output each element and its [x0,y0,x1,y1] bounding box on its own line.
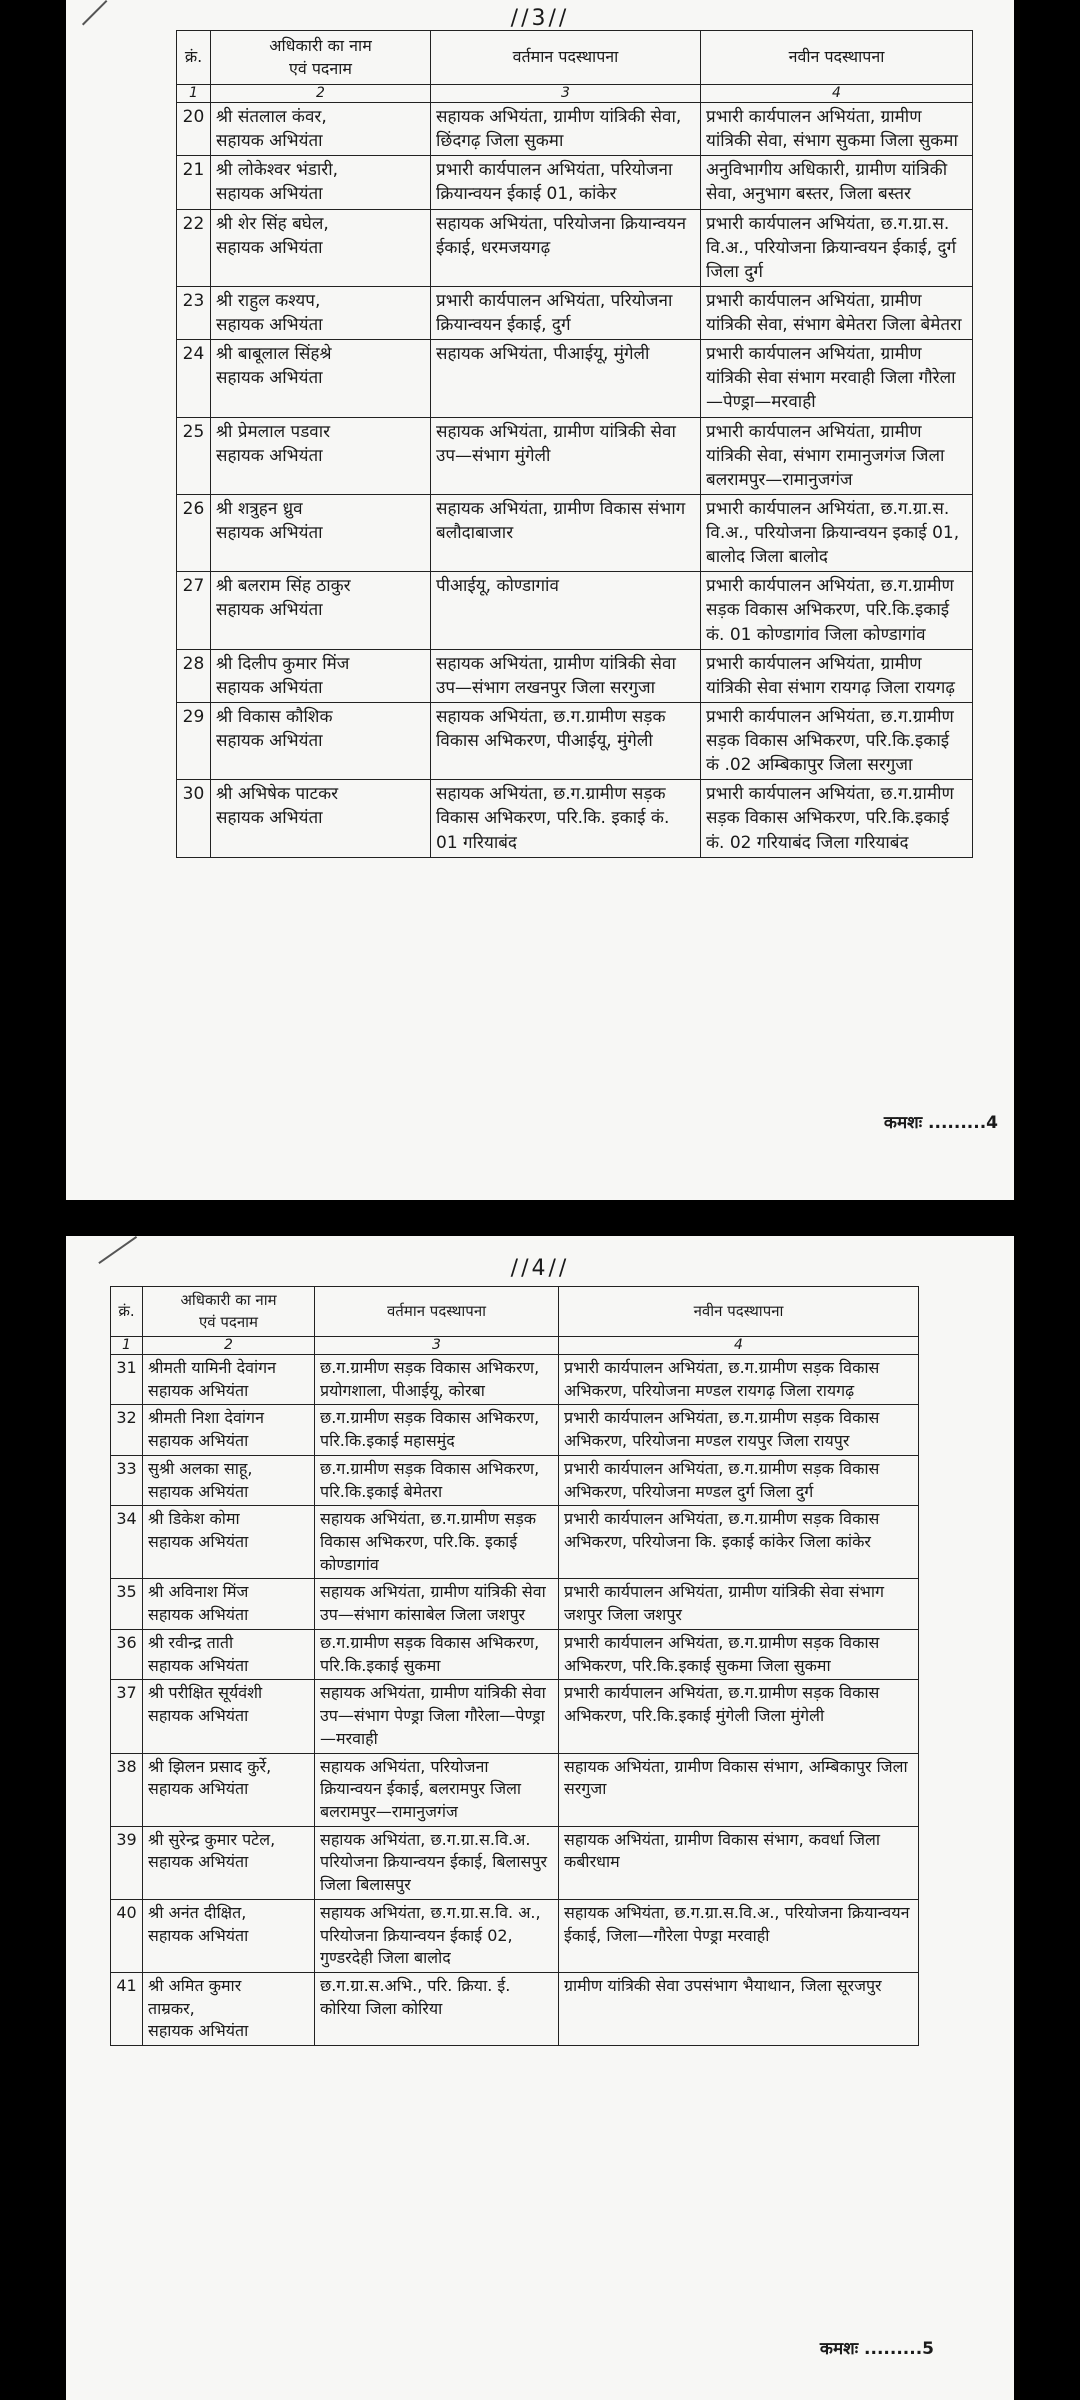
officer-name-cell: श्रीमती यामिनी देवांगन सहायक अभियंता [143,1355,315,1405]
current-posting-cell: सहायक अभियंता, ग्रामीण यांत्रिकी सेवा उप—संभाग मुंगेली [431,417,701,494]
serial-number-cell: 28 [177,649,211,702]
officer-name-cell: श्री परीक्षित सूर्यवंशी सहायक अभियंता [143,1680,315,1753]
officer-name-cell: श्री बाबूलाल सिंहश्रे सहायक अभियंता [211,340,431,417]
current-posting-cell: सहायक अभियंता, ग्रामीण यांत्रिकी सेवा उप—संभाग लखनपुर जिला सरगुजा [431,649,701,702]
table-row [111,1680,919,1753]
serial-number-cell: 36 [111,1629,143,1679]
continued-note: कमशः .........4 [883,1113,998,1133]
transfer-table [176,30,973,858]
serial-number-cell: 32 [111,1405,143,1455]
page-number: //3// [510,6,570,31]
col-number: 3 [431,85,701,103]
officer-name-cell: श्री अनंत दीक्षित, सहायक अभियंता [143,1899,315,1972]
header-serial: क्रं. [177,31,211,85]
current-posting-cell: सहायक अभियंता, पीआईयू, मुंगेली [431,340,701,417]
new-posting-cell: सहायक अभियंता, छ.ग.ग्रा.स.वि.अ., परियोजना क्रियान्वयन ईकाई, जिला—गौरेला पेण्ड्रा मरवाही [559,1899,919,1972]
col-number: 4 [559,1337,919,1355]
serial-number-cell: 20 [177,103,211,156]
header-officer-name: अधिकारी का नाम एवं पदनाम [211,31,431,85]
current-posting-cell: प्रभारी कार्यपालन अभियंता, परियोजना क्रियान्वयन ईकाई, दुर्ग [431,286,701,339]
table-row [177,649,973,702]
officer-name-cell: श्री लोकेश्वर भंडारी, सहायक अभियंता [211,156,431,209]
officer-name-cell: श्री झिलन प्रसाद कुर्रे, सहायक अभियंता [143,1753,315,1826]
table-row [111,1629,919,1679]
serial-number-cell: 35 [111,1579,143,1629]
current-posting-cell: सहायक अभियंता, छ.ग.ग्रा.स.वि.अ. परियोजना क्रियान्वयन ईकाई, बिलासपुर जिला बिलासपुर [315,1826,559,1899]
current-posting-cell: सहायक अभियंता, छ.ग.ग्रामीण सड़क विकास अभिकरण, पीआईयू, मुंगेली [431,702,701,779]
officer-name-cell: श्री बलराम सिंह ठाकुर सहायक अभियंता [211,572,431,649]
serial-number-cell: 39 [111,1826,143,1899]
current-posting-cell: सहायक अभियंता, ग्रामीण यांत्रिकी सेवा उप—संभाग कांसाबेल जिला जशपुर [315,1579,559,1629]
table-row [111,1579,919,1629]
table-header-row [177,31,973,85]
current-posting-cell: सहायक अभियंता, ग्रामीण यांत्रिकी सेवा, छिंदगढ़ जिला सुकमा [431,103,701,156]
new-posting-cell: अनुविभागीय अधिकारी, ग्रामीण यांत्रिकी सेवा, अनुभाग बस्तर, जिला बस्तर [701,156,973,209]
new-posting-cell: प्रभारी कार्यपालन अभियंता, छ.ग.ग्रामीण सड़क विकास अभिकरण, परि.कि.इकाई मुंगेली जिला मुंगेली [559,1680,919,1753]
header-new-posting: नवीन पदस्थापना [559,1287,919,1337]
officer-name-cell: श्री अमित कुमार ताम्रकर, सहायक अभियंता [143,1972,315,2045]
officer-name-cell: श्री शेर सिंह बघेल, सहायक अभियंता [211,209,431,286]
col-number: 2 [211,85,431,103]
current-posting-cell: प्रभारी कार्यपालन अभियंता, परियोजना क्रियान्वयन ईकाई 01, कांकेर [431,156,701,209]
col-number: 1 [177,85,211,103]
new-posting-cell: प्रभारी कार्यपालन अभियंता, छ.ग.ग्रामीण सड़क विकास अभिकरण, परि.कि.इकाई सुकमा जिला सुकमा [559,1629,919,1679]
serial-number-cell: 27 [177,572,211,649]
new-posting-cell: प्रभारी कार्यपालन अभियंता, छ.ग.ग्रा.स. वि.अ., परियोजना क्रियान्वयन इकाई 01, बालोद जिला बालोद [701,494,973,571]
header-new-posting: नवीन पदस्थापना [701,31,973,85]
current-posting-cell: छ.ग.ग्रा.स.अभि., परि. क्रिया. ई. कोरिया जिला कोरिया [315,1972,559,2045]
table-row [177,340,973,417]
officer-name-cell: श्री दिलीप कुमार मिंज सहायक अभियंता [211,649,431,702]
column-number-row [177,85,973,103]
officer-name-cell: श्री डिकेश कोमा सहायक अभियंता [143,1506,315,1579]
table-row [111,1405,919,1455]
table-header-row [111,1287,919,1337]
officer-name-cell: श्री अभिषेक पाटकर सहायक अभियंता [211,780,431,857]
table-row [111,1506,919,1579]
current-posting-cell: सहायक अभियंता, छ.ग.ग्रामीण सड़क विकास अभिकरण, परि.कि. इकाई कं. 01 गरियाबंद [431,780,701,857]
table-row [177,417,973,494]
officer-name-cell: श्री रवीन्द्र ताती सहायक अभियंता [143,1629,315,1679]
table-body [177,103,973,858]
new-posting-cell: प्रभारी कार्यपालन अभियंता, छ.ग.ग्रामीण सड़क विकास अभिकरण, परि.कि.इकाई कं. 01 कोण्डागांव जिला कोण्डागांव [701,572,973,649]
table-row [177,702,973,779]
serial-number-cell: 21 [177,156,211,209]
new-posting-cell: प्रभारी कार्यपालन अभियंता, छ.ग.ग्रा.स. वि.अ., परियोजना क्रियान्वयन ईकाई, दुर्ग जिला दुर्ग [701,209,973,286]
current-posting-cell: छ.ग.ग्रामीण सड़क विकास अभिकरण, प्रयोगशाला, पीआईयू, कोरबा [315,1355,559,1405]
continued-note: कमशः .........5 [819,2339,934,2359]
serial-number-cell: 29 [177,702,211,779]
table-body [111,1355,919,2046]
current-posting-cell: सहायक अभियंता, ग्रामीण विकास संभाग बलौदाबाजार [431,494,701,571]
col-number: 1 [111,1337,143,1355]
officer-name-cell: श्री सुरेन्द्र कुमार पटेल, सहायक अभियंता [143,1826,315,1899]
officer-name-cell: श्री विकास कौशिक सहायक अभियंता [211,702,431,779]
officer-name-cell: श्री राहुल कश्यप, सहायक अभियंता [211,286,431,339]
col-number: 3 [315,1337,559,1355]
header-current-posting: वर्तमान पदस्थापना [431,31,701,85]
table-row [111,1899,919,1972]
serial-number-cell: 37 [111,1680,143,1753]
table-row [177,494,973,571]
new-posting-cell: प्रभारी कार्यपालन अभियंता, छ.ग.ग्रामीण सड़क विकास अभिकरण, परियोजना मण्डल रायपुर जिला रायपुर [559,1405,919,1455]
new-posting-cell: प्रभारी कार्यपालन अभियंता, ग्रामीण यांत्रिकी सेवा, संभाग बेमेतरा जिला बेमेतरा [701,286,973,339]
new-posting-cell: सहायक अभियंता, ग्रामीण विकास संभाग, कवर्धा जिला कबीरधाम [559,1826,919,1899]
table-row [177,286,973,339]
new-posting-cell: प्रभारी कार्यपालन अभियंता, छ.ग.ग्रामीण सड़क विकास अभिकरण, परियोजना मण्डल दुर्ग जिला दुर्ग [559,1455,919,1505]
new-posting-cell: प्रभारी कार्यपालन अभियंता, ग्रामीण यांत्रिकी सेवा संभाग रायगढ़ जिला रायगढ़ [701,649,973,702]
new-posting-cell: प्रभारी कार्यपालन अभियंता, ग्रामीण यांत्रिकी सेवा संभाग मरवाही जिला गौरेला—पेण्ड्रा—मरवाही [701,340,973,417]
officer-name-cell: श्री अविनाश मिंज सहायक अभियंता [143,1579,315,1629]
column-number-row [111,1337,919,1355]
serial-number-cell: 40 [111,1899,143,1972]
current-posting-cell: सहायक अभियंता, परियोजना क्रियान्वयन ईकाई, धरमजयगढ़ [431,209,701,286]
header-officer-name: अधिकारी का नाम एवं पदनाम [143,1287,315,1337]
table-row [177,780,973,857]
current-posting-cell: सहायक अभियंता, परियोजना क्रियान्वयन ईकाई, बलरामपुर जिला बलरामपुर—रामानुजगंज [315,1753,559,1826]
table-row [177,209,973,286]
officer-name-cell: श्री संतलाल कंवर, सहायक अभियंता [211,103,431,156]
document-page-3 [66,0,1014,1200]
new-posting-cell: प्रभारी कार्यपालन अभियंता, ग्रामीण यांत्रिकी सेवा, संभाग सुकमा जिला सुकमा [701,103,973,156]
table-row [177,572,973,649]
col-number: 4 [701,85,973,103]
serial-number-cell: 41 [111,1972,143,2045]
serial-number-cell: 26 [177,494,211,571]
serial-number-cell: 38 [111,1753,143,1826]
serial-number-cell: 34 [111,1506,143,1579]
officer-name-cell: श्री प्रेमलाल पडवार सहायक अभियंता [211,417,431,494]
current-posting-cell: छ.ग.ग्रामीण सड़क विकास अभिकरण, परि.कि.इकाई सुकमा [315,1629,559,1679]
table-row [111,1826,919,1899]
serial-number-cell: 23 [177,286,211,339]
table-row [111,1972,919,2045]
serial-number-cell: 25 [177,417,211,494]
new-posting-cell: प्रभारी कार्यपालन अभियंता, छ.ग.ग्रामीण सड़क विकास अभिकरण, परियोजना कि. इकाई कांकेर जिला कांकेर [559,1506,919,1579]
new-posting-cell: प्रभारी कार्यपालन अभियंता, छ.ग.ग्रामीण सड़क विकास अभिकरण, परि.कि.इकाई कं .02 अम्बिकापुर जिला सरगुजा [701,702,973,779]
table-row [111,1455,919,1505]
serial-number-cell: 33 [111,1455,143,1505]
new-posting-cell: प्रभारी कार्यपालन अभियंता, छ.ग.ग्रामीण सड़क विकास अभिकरण, परियोजना मण्डल रायगढ़ जिला रायगढ़ [559,1355,919,1405]
page-number: //4// [510,1256,570,1281]
officer-name-cell: श्रीमती निशा देवांगन सहायक अभियंता [143,1405,315,1455]
new-posting-cell: सहायक अभियंता, ग्रामीण विकास संभाग, अम्बिकापुर जिला सरगुजा [559,1753,919,1826]
document-page-4 [66,1236,1014,2400]
new-posting-cell: प्रभारी कार्यपालन अभियंता, ग्रामीण यांत्रिकी सेवा संभाग जशपुर जिला जशपुर [559,1579,919,1629]
current-posting-cell: पीआईयू, कोण्डागांव [431,572,701,649]
serial-number-cell: 22 [177,209,211,286]
officer-name-cell: सुश्री अलका साहू, सहायक अभियंता [143,1455,315,1505]
current-posting-cell: सहायक अभियंता, छ.ग.ग्रा.स.वि. अ., परियोजना क्रियान्वयन ईकाई 02, गुण्डरदेही जिला बालोद [315,1899,559,1972]
header-current-posting: वर्तमान पदस्थापना [315,1287,559,1337]
serial-number-cell: 24 [177,340,211,417]
new-posting-cell: प्रभारी कार्यपालन अभियंता, ग्रामीण यांत्रिकी सेवा, संभाग रामानुजगंज जिला बलरामपुर—रामानुजगंज [701,417,973,494]
serial-number-cell: 31 [111,1355,143,1405]
current-posting-cell: सहायक अभियंता, ग्रामीण यांत्रिकी सेवा उप—संभाग पेण्ड्रा जिला गौरेला—पेण्ड्रा—मरवाही [315,1680,559,1753]
table-row [111,1355,919,1405]
transfer-table [110,1286,919,2046]
col-number: 2 [143,1337,315,1355]
new-posting-cell: ग्रामीण यांत्रिकी सेवा उपसंभाग भैयाथान, जिला सूरजपुर [559,1972,919,2045]
table-row [177,103,973,156]
officer-name-cell: श्री शत्रुहन ध्रुव सहायक अभियंता [211,494,431,571]
table-row [111,1753,919,1826]
table-row [177,156,973,209]
new-posting-cell: प्रभारी कार्यपालन अभियंता, छ.ग.ग्रामीण सड़क विकास अभिकरण, परि.कि.इकाई कं. 02 गरियाबंद जिला गरियाबंद [701,780,973,857]
serial-number-cell: 30 [177,780,211,857]
current-posting-cell: सहायक अभियंता, छ.ग.ग्रामीण सड़क विकास अभिकरण, परि.कि. इकाई कोण्डागांव [315,1506,559,1579]
current-posting-cell: छ.ग.ग्रामीण सड़क विकास अभिकरण, परि.कि.इकाई महासमुंद [315,1405,559,1455]
current-posting-cell: छ.ग.ग्रामीण सड़क विकास अभिकरण, परि.कि.इकाई बेमेतरा [315,1455,559,1505]
header-serial: क्रं. [111,1287,143,1337]
